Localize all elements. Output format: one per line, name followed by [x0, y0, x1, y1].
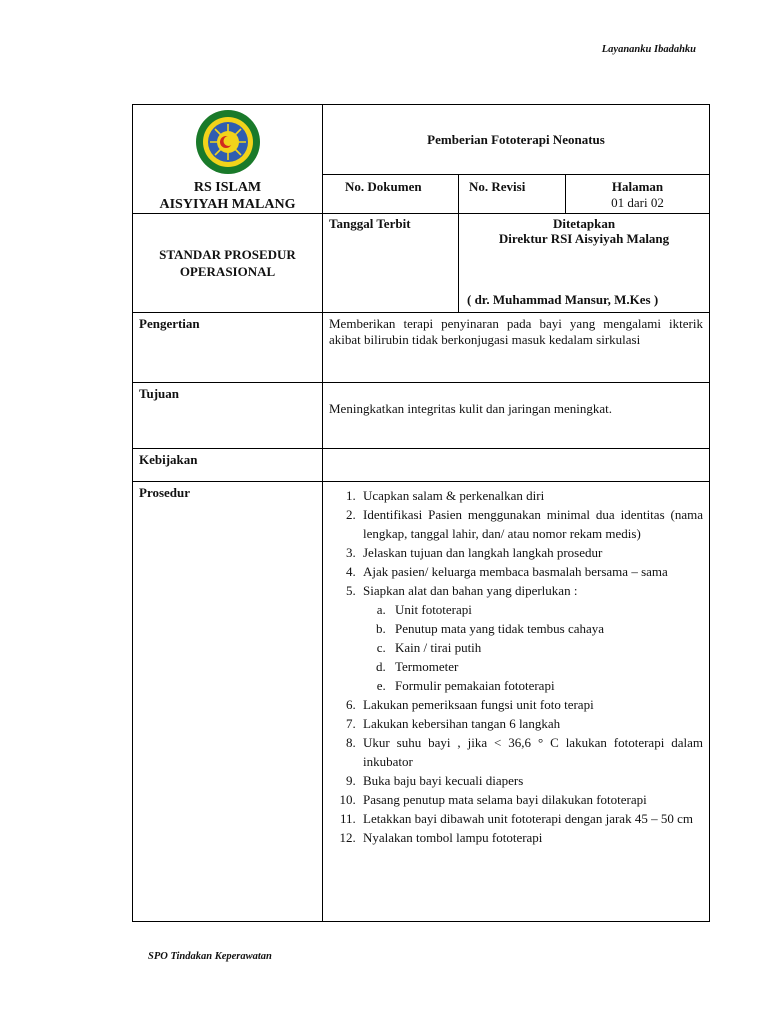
procedure-substep: d. Termometer	[389, 657, 703, 676]
prosedur-content	[323, 482, 710, 922]
document-title: Pemberian Fototerapi Neonatus	[323, 105, 710, 175]
procedure-step: 7. Lakukan kebersihan tangan 6 langkah	[359, 714, 703, 733]
procedure-step: 8. Ukur suhu bayi , jika < 36,6 ° C lakukan fototerapi dalam inkubator	[359, 733, 703, 771]
hospital-logo-cell	[133, 105, 323, 214]
signatory-name: ( dr. Muhammad Mansur, M.Kes )	[467, 292, 659, 307]
tanggal-terbit-label: Tanggal Terbit	[323, 214, 459, 313]
halaman-value: 01 dari 02	[611, 195, 664, 211]
pengertian-label: Pengertian	[133, 313, 323, 383]
hospital-logo	[195, 109, 261, 175]
pengertian-text: Memberikan terapi penyinaran pada bayi yang mengalami ikterik akibat bilirubin tidak berkonjugasi masuk kedalam sirkulasi	[323, 313, 710, 383]
procedure-steps	[323, 486, 703, 847]
procedure-substeps	[363, 600, 703, 695]
procedure-step: 10. Pasang penutup mata selama bayi dilakukan fototerapi	[359, 790, 703, 809]
procedure-step: 12. Nyalakan tombol lampu fototerapi	[359, 828, 703, 847]
no-dokumen-label: No. Dokumen	[323, 175, 459, 214]
director-title: Direktur RSI Aisyiyah Malang	[498, 231, 670, 246]
procedure-step	[359, 581, 703, 695]
procedure-step: 11. Letakkan bayi dibawah unit fototerapi dengan jarak 45 – 50 cm	[359, 809, 703, 828]
halaman-label: Halaman	[611, 179, 664, 195]
prosedur-label: Prosedur	[133, 482, 323, 922]
sop-title	[133, 214, 323, 313]
procedure-substep: a. Unit fototerapi	[389, 600, 703, 619]
ditetapkan-label: Ditetapkan	[552, 216, 616, 231]
procedure-substep: b. Penutup mata yang tidak tembus cahaya	[389, 619, 703, 638]
procedure-step: 2. Identifikasi Pasien menggunakan minimal dua identitas (nama lengkap, tanggal lahir, dan/ atau nomor rekam medis)	[359, 505, 703, 543]
tujuan-label: Tujuan	[133, 383, 323, 449]
hospital-name	[133, 179, 322, 213]
ditetapkan-cell	[459, 214, 710, 313]
hospital-name-line2: AISYIYAH MALANG	[159, 197, 296, 212]
kebijakan-content	[323, 449, 710, 482]
hospital-name-line1: RS ISLAM	[193, 180, 262, 195]
halaman-cell	[566, 175, 710, 214]
no-revisi-label: No. Revisi	[459, 175, 566, 214]
procedure-step: 3. Jelaskan tujuan dan langkah langkah prosedur	[359, 543, 703, 562]
procedure-step-text: Siapkan alat dan bahan yang diperlukan :	[363, 583, 578, 598]
sop-title-line2: OPERASIONAL	[179, 264, 276, 279]
procedure-step: 4. Ajak pasien/ keluarga membaca basmalah bersama – sama	[359, 562, 703, 581]
procedure-substep: c. Kain / tirai putih	[389, 638, 703, 657]
sop-table	[132, 104, 710, 922]
kebijakan-label: Kebijakan	[133, 449, 323, 482]
procedure-substep: e. Formulir pemakaian fototerapi	[389, 676, 703, 695]
sop-title-line1: STANDAR PROSEDUR	[159, 247, 296, 262]
tujuan-text: Meningkatkan integritas kulit dan jaringan meningkat.	[323, 383, 710, 449]
footer-note: SPO Tindakan Keperawatan	[148, 951, 272, 962]
procedure-step: 9. Buka baju bayi kecuali diapers	[359, 771, 703, 790]
header-note: Layananku Ibadahku	[601, 44, 696, 55]
procedure-step: 1. Ucapkan salam & perkenalkan diri	[359, 486, 703, 505]
procedure-step: 6. Lakukan pemeriksaan fungsi unit foto terapi	[359, 695, 703, 714]
